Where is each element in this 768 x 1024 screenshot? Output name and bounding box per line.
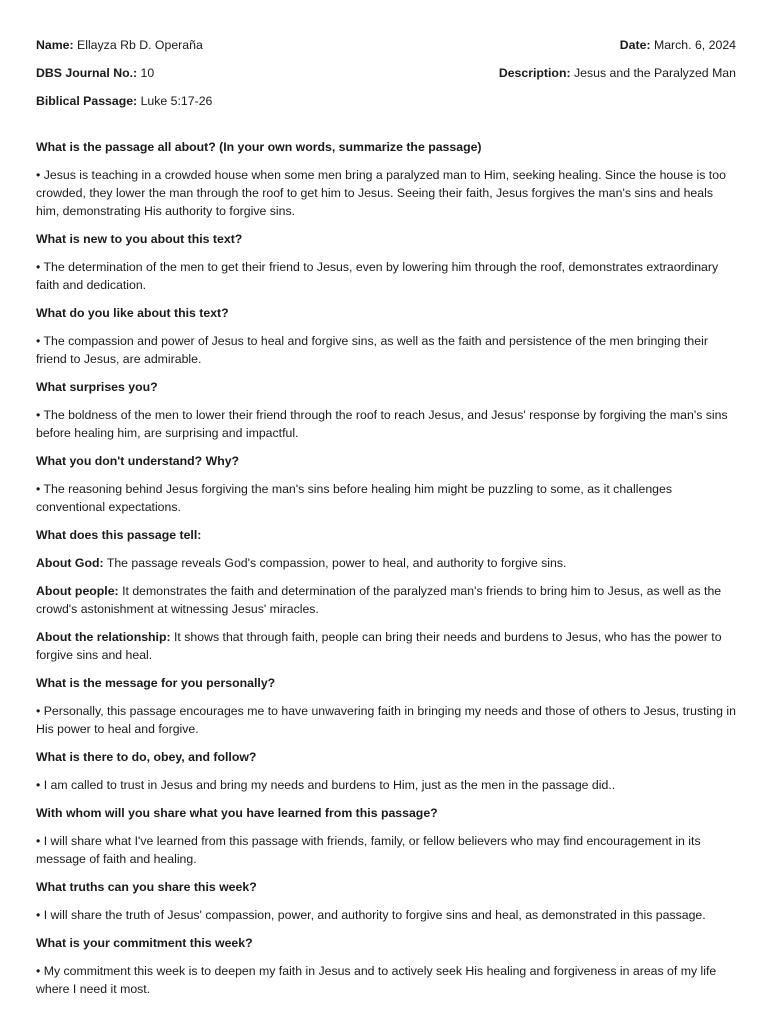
name-field: [36, 36, 203, 54]
answer-like: • The compassion and power of Jesus to heal and forgive sins, as well as the faith and persistence of the men bringing their friend to Jesus, are admirable.: [36, 334, 708, 366]
question-commitment: What is your commitment this week?: [36, 936, 253, 950]
description-field: [499, 64, 736, 82]
header-row-1: [36, 36, 736, 54]
name-label: Name:: [36, 38, 74, 52]
answer-personal-message: • Personally, this passage encourages me to have unwavering faith in bringing my needs and those of others to Jesus, trusting in His power to heal and forgive.: [36, 704, 736, 736]
passage-field: [36, 92, 212, 110]
about-people: [36, 582, 736, 618]
header-row-2: [36, 64, 736, 82]
description-value: Jesus and the Paralyzed Man: [573, 66, 736, 80]
question-personal-message: What is the message for you personally?: [36, 676, 276, 690]
answer-dont-understand: • The reasoning behind Jesus forgiving the man's sins before healing him might be puzzling to some, as it challenges conventional expectations.: [36, 482, 672, 514]
question-summary: What is the passage all about? (In your own words, summarize the passage): [36, 140, 482, 154]
question-dont-understand: What you don't understand? Why?: [36, 454, 240, 468]
answer-truths: • I will share the truth of Jesus' compassion, power, and authority to forgive sins and heal, as demonstrated in this passage.: [36, 908, 706, 922]
about-people-label: About people:: [36, 584, 119, 598]
question-truths: What truths can you share this week?: [36, 880, 257, 894]
question-passage-tells: What does this passage tell:: [36, 528, 202, 542]
answer-surprises: • The boldness of the men to lower their friend through the roof to reach Jesus, and Jesus' response by forgiving the man's sins before healing him, are surprising and impactful.: [36, 408, 728, 440]
date-value: March. 6, 2024: [653, 38, 736, 52]
header-row-3: [36, 92, 736, 110]
journal-field: [36, 64, 154, 82]
answer-commitment: • My commitment this week is to deepen my faith in Jesus and to actively seek His healing and forgiveness in areas of my life where I need it most.: [36, 964, 717, 996]
answer-new: • The determination of the men to get their friend to Jesus, even by lowering him through the roof, demonstrates extraordinary faith and dedication.: [36, 260, 719, 292]
question-surprises: What surprises you?: [36, 380, 158, 394]
about-relationship-text: It shows that through faith, people can bring their needs and burdens to Jesus, who has the power to forgive sins and heal.: [36, 630, 722, 662]
question-new: What is new to you about this text?: [36, 232, 243, 246]
answer-share-with: • I will share what I've learned from this passage with friends, family, or fellow believers who may find encouragement in its message of faith and healing.: [36, 834, 701, 866]
about-god-label: About God:: [36, 556, 104, 570]
passage-label: Biblical Passage:: [36, 94, 138, 108]
question-obey-follow: What is there to do, obey, and follow?: [36, 750, 257, 764]
question-like: What do you like about this text?: [36, 306, 229, 320]
about-relationship-label: About the relationship:: [36, 630, 171, 644]
answer-summary: • Jesus is teaching in a crowded house when some men bring a paralyzed man to Him, seeking healing. Since the house is too crowded, they lower the man through the roof to get him to Jesus. Seeing their faith, Jesus forgives the man's sins and heals him, demonstrating His authority to forgive sins.: [36, 168, 726, 218]
question-share-with: With whom will you share what you have learned from this passage?: [36, 806, 438, 820]
name-value: Ellayza Rb D. Operaña: [77, 38, 203, 52]
about-god-text: The passage reveals God's compassion, power to heal, and authority to forgive sins.: [106, 556, 567, 570]
date-label: Date:: [619, 38, 651, 52]
passage-value: Luke 5:17-26: [140, 94, 213, 108]
about-relationship: [36, 628, 736, 664]
about-god: [36, 554, 736, 572]
about-people-text: It demonstrates the faith and determination of the paralyzed man's friends to bring him to Jesus, as well as the crowd's astonishment at witnessing Jesus' miracles.: [36, 584, 722, 616]
answer-obey-follow: • I am called to trust in Jesus and bring my needs and burdens to Him, just as the men in the passage did..: [36, 778, 616, 792]
date-field: [620, 36, 736, 54]
journal-label: DBS Journal No.:: [36, 66, 138, 80]
journal-value: 10: [140, 66, 155, 80]
description-label: Description:: [498, 66, 571, 80]
